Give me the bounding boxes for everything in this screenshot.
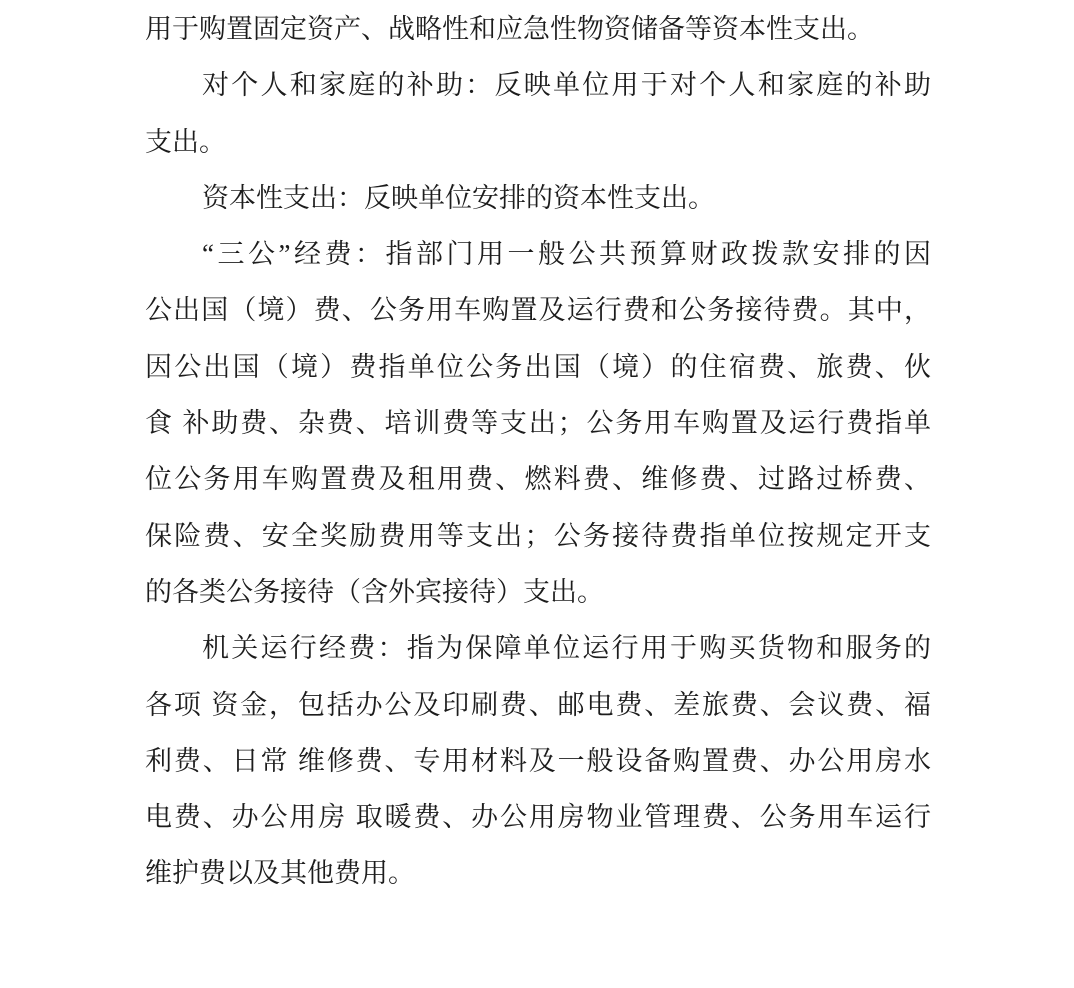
text-line: 各项 资金，包括办公及印刷费、邮电费、差旅费、会议费、福 [145,689,931,720]
text-line: 的各类公务接待（含外宾接待）支出。 [145,576,604,607]
text-line: 电费、办公用房 取暖费、办公用房物业管理费、公务用车运行 [145,802,931,833]
text-line: 利费、日常 维修费、专用材料及一般设备购置费、办公用房水 [145,745,931,776]
text-line: 支出。 [145,126,226,157]
text-line: 机关运行经费：指为保障单位运行用于购买货物和服务的 [202,633,931,664]
text-line: “三公”经费：指部门用一般公共预算财政拨款安排的因 [202,239,931,270]
text-line: 对个人和家庭的补助：反映单位用于对个人和家庭的补助 [202,70,931,101]
text-line: 食 补助费、杂费、培训费等支出；公务用车购置及运行费指单 [145,408,931,439]
text-line: 用于购置固定资产、战略性和应急性物资储备等资本性支出。 [145,14,874,44]
text-line: 维护费以及其他费用。 [145,858,415,889]
text-line: 资本性支出：反映单位安排的资本性支出。 [202,182,715,213]
text-line: 位公务用车购置费及租用费、燃料费、维修费、过路过桥费、 [145,464,931,495]
text-block [145,1,931,902]
text-line: 因公出国（境）费指单位公务出国（境）的住宿费、旅费、伙 [145,351,931,382]
text-line: 保险费、安全奖励费用等支出；公务接待费指单位按规定开支 [145,520,931,551]
text-line: 公出国（境）费、公务用车购置及运行费和公务接待费。其中， [145,295,931,326]
